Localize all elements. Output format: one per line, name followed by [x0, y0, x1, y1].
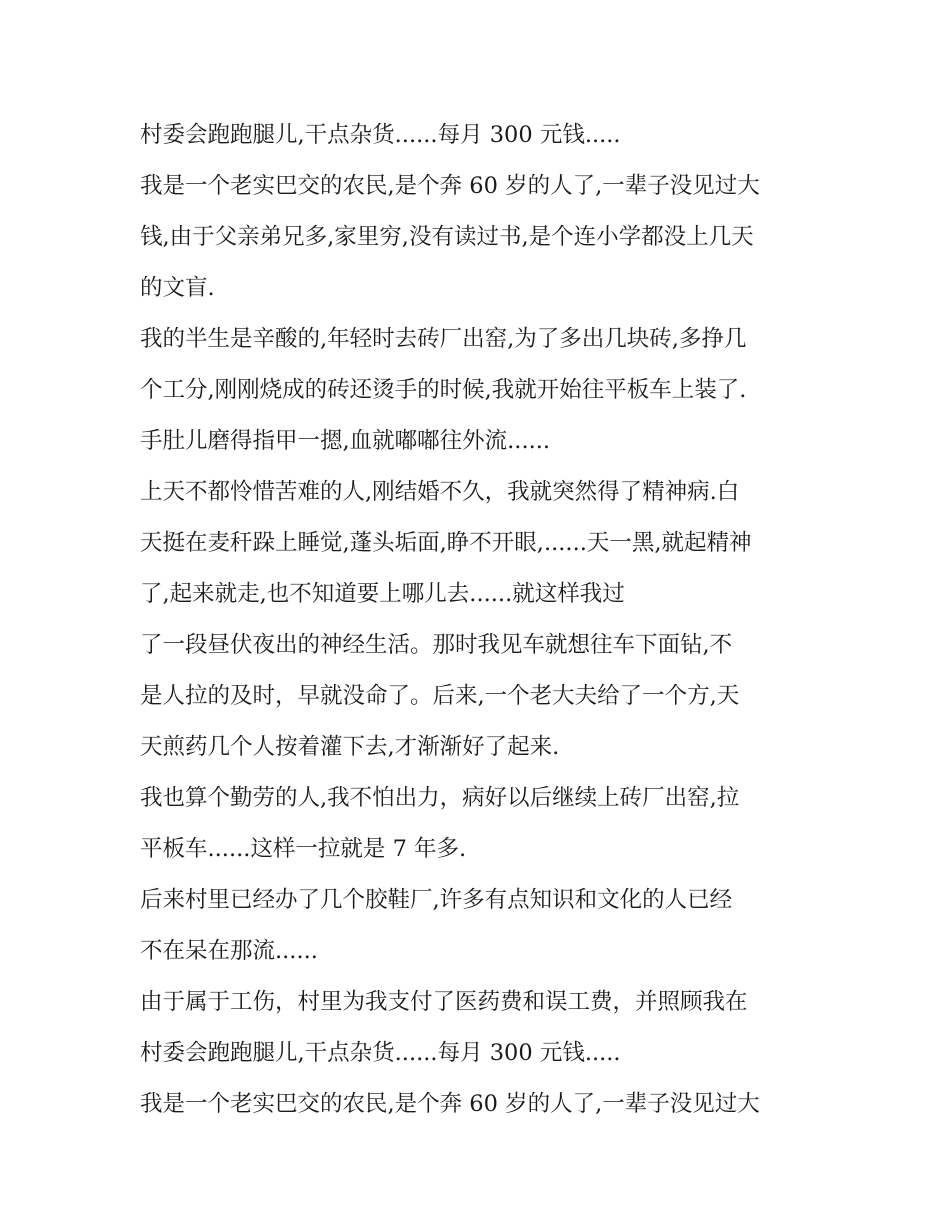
text-line: 天煎药几个人按着灌下去,才渐渐好了起来. [140, 734, 560, 760]
document-body [140, 110, 830, 1130]
text-line: 不在呆在那流...... [140, 938, 318, 964]
text-line: 我的半生是辛酸的,年轻时去砖厂出窑,为了多出几块砖,多挣几 [140, 326, 747, 352]
text-line: 钱,由于父亲弟兄多,家里穷,没有读过书,是个连小学都没上几天 [140, 224, 754, 250]
text-line: 手肚儿磨得指甲一摁,血就嘟嘟往外流...... [140, 428, 551, 454]
text-line: 了,起来就走,也不知道要上哪儿去......就这样我过 [140, 581, 625, 607]
text-line: 天挺在麦秆跺上睡觉,蓬头垢面,睁不开眼,......天一黑,就起精神 [140, 530, 752, 556]
text-line: 村委会跑跑腿儿,干点杂货......每月 300 元钱..... [140, 122, 621, 148]
text-line: 我是一个老实巴交的农民,是个奔 60 岁的人了,一辈子没见过大 [140, 173, 760, 199]
text-line: 个工分,刚刚烧成的砖还烫手的时候,我就开始往平板车上装了. [140, 377, 747, 403]
text-line: 上天不都怜惜苦难的人,刚结婚不久，我就突然得了精神病.白 [140, 479, 740, 505]
text-line: 我也算个勤劳的人,我不怕出力，病好以后继续上砖厂出窑,拉 [140, 785, 740, 811]
text-line: 村委会跑跑腿儿,干点杂货......每月 300 元钱..... [140, 1040, 621, 1066]
text-line: 我是一个老实巴交的农民,是个奔 60 岁的人了,一辈子没见过大 [140, 1091, 760, 1117]
text-line: 的文盲. [140, 275, 215, 301]
text-line: 后来村里已经办了几个胶鞋厂,许多有点知识和文化的人已经 [140, 887, 733, 913]
text-line: 了一段昼伏夜出的神经生活。那时我见车就想往车下面钻,不 [140, 632, 733, 658]
text-line: 由于属于工伤，村里为我支付了医药费和误工费，并照顾我在 [140, 989, 748, 1015]
text-line: 是人拉的及时，早就没命了。后来,一个老大夫给了一个方,天 [140, 683, 740, 709]
text-line: 平板车......这样一拉就是 7 年多. [140, 836, 467, 862]
